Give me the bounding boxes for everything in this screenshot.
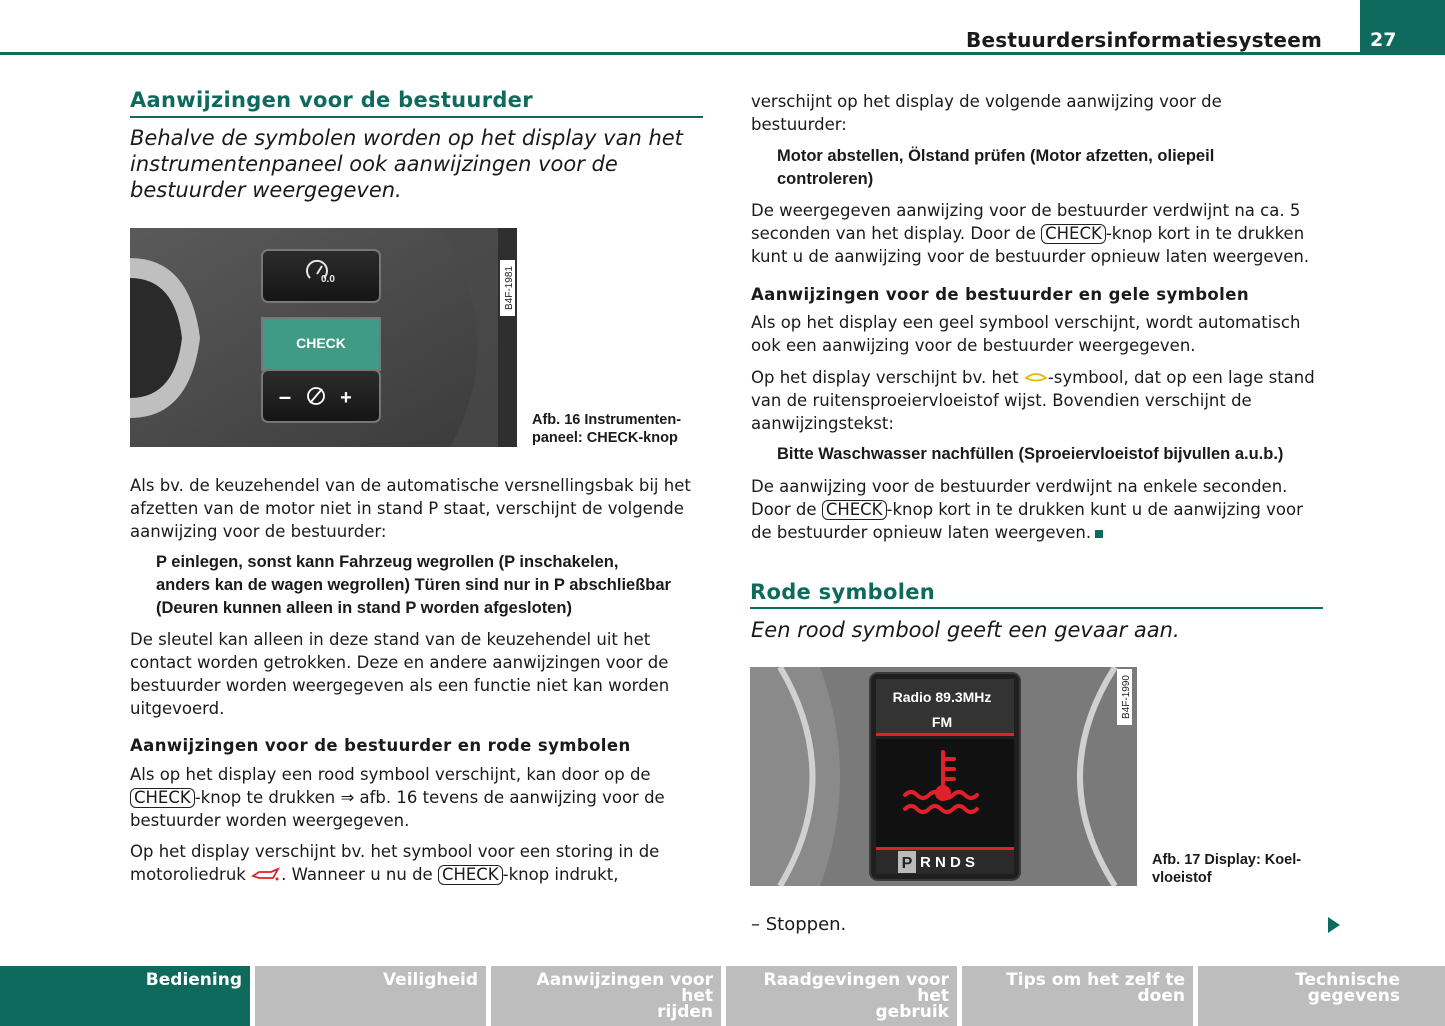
figure-check-button bbox=[130, 228, 517, 447]
paragraph: Als bv. de keuzehendel van de automatische versnellingsbak bij het afzetten van de motor niet in stand P staat, verschijnt de volgende aanwijzing voor de bestuurder: bbox=[130, 476, 691, 541]
intro-text: Behalve de symbolen worden op het display van het instrumentenpaneel ook aanwijzingen voor de bestuurder weergegeven. bbox=[130, 126, 683, 202]
text-line bbox=[130, 786, 710, 809]
intro-text: Een rood symbool geeft een gevaar aan. bbox=[751, 618, 1180, 642]
oil-pressure-icon bbox=[251, 867, 281, 881]
step-text: – Stoppen. bbox=[751, 914, 847, 935]
caption-line: paneel: CHECK-knop bbox=[532, 430, 678, 446]
text-fragment: motoroliedruk bbox=[130, 865, 246, 884]
check-key: CHECK bbox=[1041, 224, 1106, 244]
paragraph bbox=[751, 199, 1341, 268]
figure-coolant-display bbox=[750, 667, 1137, 886]
driver-message bbox=[156, 551, 716, 620]
caption-line: Afb. 16 Instrumenten- bbox=[532, 412, 682, 428]
paragraph: Als op het display een geel symbool verschijnt, wordt automatisch ook een aanwijzing voor de bestuurder weergegeven. bbox=[751, 313, 1301, 355]
section-heading: Aanwijzingen voor de bestuurder bbox=[130, 88, 533, 112]
tab-tips[interactable] bbox=[962, 966, 1193, 1026]
plus-label: + bbox=[340, 387, 352, 409]
gear-p: P bbox=[901, 855, 913, 872]
page-number: 27 bbox=[1370, 29, 1397, 51]
text-line bbox=[751, 366, 1341, 389]
text-fragment: -symbool, dat op een lage stand bbox=[1047, 368, 1315, 387]
text-fragment: -knop kort in te drukken bbox=[1105, 224, 1305, 243]
minus-label: – bbox=[278, 384, 292, 409]
text-fragment: Op het display verschijnt bv. het bbox=[751, 368, 1019, 387]
tab-label: Technische gegevens bbox=[1295, 970, 1400, 1006]
paragraph bbox=[751, 366, 1341, 435]
text-line: bestuurder worden weergegeven. bbox=[130, 811, 410, 830]
caption-line: Afb. 17 Display: Koel- bbox=[1152, 852, 1302, 868]
heading-rule bbox=[130, 116, 703, 118]
subheading: Aanwijzingen voor de bestuurder en rode symbolen bbox=[130, 736, 631, 755]
washer-fluid-icon bbox=[1024, 370, 1048, 384]
tab-label: rijden bbox=[657, 1002, 713, 1022]
text-line: kunt u de aanwijzing voor de bestuurder opnieuw laten weergeven. bbox=[751, 247, 1310, 266]
tab-bediening[interactable] bbox=[0, 966, 250, 1026]
message-line: controleren) bbox=[777, 170, 874, 188]
text-fragment: -knop indrukt, bbox=[502, 865, 619, 884]
check-key: CHECK bbox=[438, 865, 503, 885]
tab-technische-gegevens[interactable] bbox=[1198, 966, 1445, 1026]
text-line bbox=[130, 863, 710, 886]
tab-label: Aanwijzingen voor het bbox=[536, 970, 713, 1006]
driver-message: Bitte Waschwasser nachfüllen (Sproeiervloeistof bijvullen a.u.b.) bbox=[777, 445, 1284, 463]
driver-message bbox=[777, 145, 1337, 191]
message-line: Motor abstellen, Ölstand prüfen (Motor afzetten, oliepeil bbox=[777, 147, 1215, 165]
trip-zero-label: 0.0 bbox=[321, 274, 335, 285]
paragraph bbox=[751, 475, 1341, 544]
message-line: (Deuren kunnen alleen in stand P worden afgesloten) bbox=[156, 599, 572, 617]
text-fragment: de bestuurder opnieuw laten weergeven. bbox=[751, 523, 1092, 542]
tab-label: Tips om het zelf te doen bbox=[1006, 970, 1185, 1006]
radio-band: FM bbox=[931, 714, 953, 730]
figure-17-caption bbox=[1152, 851, 1301, 887]
text-line bbox=[751, 521, 1341, 544]
check-button-label: CHECK bbox=[296, 335, 346, 351]
text-line: De aanwijzing voor de bestuurder verdwijnt na enkele seconden. bbox=[751, 477, 1288, 496]
gear-indicator: R N D S bbox=[920, 854, 976, 871]
header-title: Bestuurdersinformatiesysteem bbox=[966, 28, 1322, 52]
paragraph bbox=[130, 840, 710, 886]
text-fragment: . Wanneer u nu de bbox=[281, 865, 433, 884]
message-line: P einlegen, sonst kann Fahrzeug wegrollen (P inschakelen, bbox=[156, 553, 619, 571]
text-fragment: Door de bbox=[751, 500, 817, 519]
tab-label: Veiligheid bbox=[382, 970, 478, 990]
tab-label: Raadgevingen voor het bbox=[763, 970, 949, 1006]
subheading: Aanwijzingen voor de bestuurder en gele symbolen bbox=[751, 285, 1249, 304]
check-key: CHECK bbox=[822, 500, 887, 520]
end-marker bbox=[1095, 530, 1103, 538]
next-page-arrow-icon[interactable] bbox=[1327, 916, 1341, 934]
text-line: van de ruitensproeiervloeistof wijst. Bovendien verschijnt de bbox=[751, 391, 1252, 410]
tab-label: gebruik bbox=[875, 1002, 949, 1022]
text-line bbox=[751, 222, 1341, 245]
text-fragment: -knop kort in te drukken kunt u de aanwijzing voor bbox=[886, 500, 1303, 519]
section-heading: Rode symbolen bbox=[750, 580, 936, 604]
tab-label: Bediening bbox=[145, 970, 242, 990]
radio-frequency: Radio 89.3MHz bbox=[892, 689, 992, 705]
text-line bbox=[751, 498, 1341, 521]
tab-veiligheid[interactable] bbox=[255, 966, 486, 1026]
text-line: Als op het display een rood symbool verschijnt, kan door op de bbox=[130, 765, 651, 784]
paragraph: De sleutel kan alleen in deze stand van de keuzehendel uit het contact worden getrokken. Deze en andere aanwijzingen voor de bestuurder worden weergegeven als een functie niet kan worden uitgevoerd. bbox=[130, 630, 670, 718]
paragraph: verschijnt op het display de volgende aanwijzing voor de bestuurder: bbox=[751, 92, 1222, 134]
text-line: aanwijzingstekst: bbox=[751, 414, 894, 433]
caption-line: vloeistof bbox=[1152, 870, 1212, 886]
check-key: CHECK bbox=[130, 788, 195, 808]
text-fragment: -knop te drukken ⇒ afb. 16 tevens de aanwijzing voor de bbox=[194, 788, 665, 807]
heading-rule bbox=[750, 607, 1323, 609]
figure-code: B4F-1990 bbox=[1121, 675, 1132, 719]
tab-raadgevingen-gebruik[interactable] bbox=[726, 966, 957, 1026]
text-line: De weergegeven aanwijzing voor de bestuurder verdwijnt na ca. 5 bbox=[751, 201, 1301, 220]
message-line: anders kan de wagen wegrollen) Türen sind nur in P abschließbar bbox=[156, 576, 671, 594]
header-rule bbox=[0, 52, 1360, 55]
text-fragment: seconden van het display. Door de bbox=[751, 224, 1036, 243]
figure-code: B4F-1981 bbox=[504, 266, 515, 310]
figure-16-caption bbox=[532, 411, 681, 447]
tab-aanwijzingen-rijden[interactable] bbox=[491, 966, 721, 1026]
text-line: Op het display verschijnt bv. het symbool voor een storing in de bbox=[130, 842, 660, 861]
paragraph bbox=[130, 763, 710, 832]
